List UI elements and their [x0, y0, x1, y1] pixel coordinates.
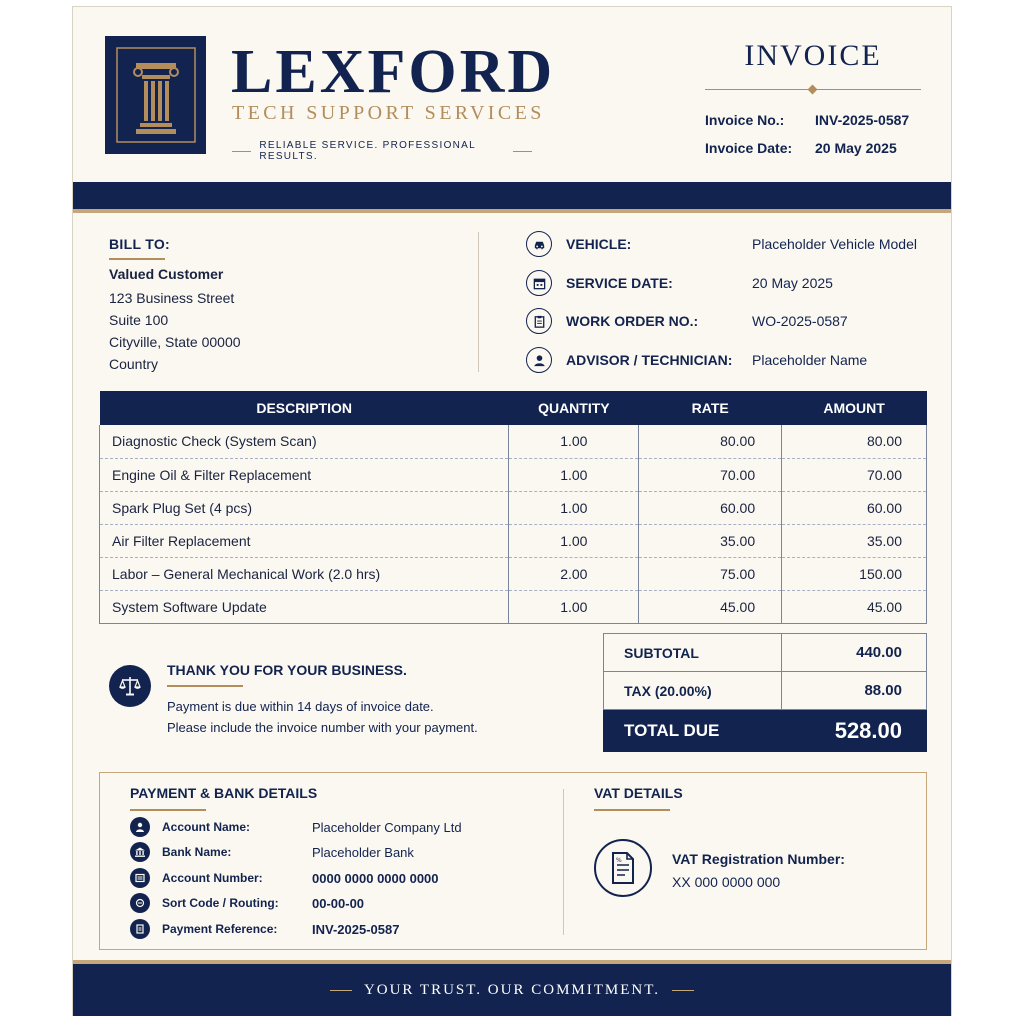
payment-divider [563, 789, 564, 935]
work-order-row [526, 308, 926, 334]
vehicle-label: VEHICLE: [566, 236, 632, 252]
technician-value: Placeholder Name [752, 352, 868, 368]
payment-panel [99, 772, 927, 950]
account-name-row [130, 817, 550, 837]
account-number-row [130, 868, 550, 888]
footer-rule-right [672, 990, 694, 991]
tax-value: 88.00 [782, 672, 927, 710]
address-line: Cityville, State 00000 [109, 334, 241, 350]
payment-underline [130, 809, 206, 811]
vat-title: VAT DETAILS [594, 785, 683, 801]
item-description: Engine Oil & Filter Replacement [100, 458, 509, 491]
section-divider [478, 232, 479, 372]
bill-to-label: BILL TO: [109, 236, 170, 252]
table-row [100, 425, 927, 458]
vehicle-row [526, 231, 926, 257]
table-row [100, 491, 927, 524]
payment-reference-value: INV-2025-0587 [312, 921, 400, 937]
table-row [100, 557, 927, 590]
item-description: Air Filter Replacement [100, 524, 509, 557]
item-amount: 35.00 [782, 524, 927, 557]
table-row [100, 590, 927, 623]
header-band [73, 182, 951, 209]
routing-icon [130, 893, 150, 913]
account-name-value: Placeholder Company Ltd [312, 819, 462, 835]
column-header-amount: AMOUNT [782, 391, 927, 425]
customer-name: Valued Customer [109, 266, 224, 282]
address-line: Suite 100 [109, 312, 169, 328]
vehicle-value: Placeholder Vehicle Model [752, 236, 917, 252]
work-order-label: WORK ORDER NO.: [566, 313, 699, 329]
item-rate: 75.00 [639, 557, 782, 590]
tagline-rule-right [513, 151, 532, 152]
item-rate: 45.00 [639, 590, 782, 623]
invoice-number-label: Invoice No.: [705, 112, 785, 128]
brand-tagline-row [232, 140, 532, 162]
total-due-value: 528.00 [782, 710, 927, 752]
brand-tagline: RELIABLE SERVICE. PROFESSIONAL RESULTS. [259, 140, 476, 162]
account-name-label: Account Name: [162, 820, 251, 834]
invoice-page [72, 6, 952, 1016]
payment-title: PAYMENT & BANK DETAILS [130, 785, 318, 801]
footer-band [73, 964, 951, 1016]
vat-registration-label: VAT Registration Number: [672, 851, 845, 867]
sort-code-label: Sort Code / Routing: [162, 896, 279, 910]
work-order-value: WO-2025-0587 [752, 313, 848, 329]
totals-table [603, 633, 927, 752]
item-rate: 35.00 [639, 524, 782, 557]
column-header-quantity: QUANTITY [509, 391, 639, 425]
bank-icon [130, 842, 150, 862]
item-quantity: 1.00 [509, 425, 639, 458]
payment-reference-label: Payment Reference: [162, 922, 278, 936]
sort-code-row [130, 893, 550, 913]
footer-rule-left [330, 990, 352, 991]
payment-instruction-line: Please include the invoice number with your payment. [167, 720, 478, 735]
sort-code-value: 00-00-00 [312, 895, 365, 911]
technician-label: ADVISOR / TECHNICIAN: [566, 352, 733, 368]
item-description: Diagnostic Check (System Scan) [100, 425, 509, 458]
subtotal-value: 440.00 [782, 634, 927, 672]
item-amount: 60.00 [782, 491, 927, 524]
item-description: Labor – General Mechanical Work (2.0 hrs) [100, 557, 509, 590]
table-header-row [100, 391, 927, 425]
item-amount: 80.00 [782, 425, 927, 458]
item-amount: 150.00 [782, 557, 927, 590]
person-icon [526, 347, 552, 373]
payment-reference-row [130, 919, 550, 939]
item-rate: 60.00 [639, 491, 782, 524]
tax-label: TAX (20.00%) [604, 672, 782, 710]
bill-to-underline [109, 258, 165, 260]
clipboard-icon [526, 308, 552, 334]
vat-underline [594, 809, 670, 811]
car-icon [526, 231, 552, 257]
item-description: Spark Plug Set (4 pcs) [100, 491, 509, 524]
subtotal-row [604, 634, 927, 672]
document-title: INVOICE [744, 39, 882, 72]
thank-you-underline [167, 685, 243, 687]
item-amount: 45.00 [782, 590, 927, 623]
calendar-icon [526, 270, 552, 296]
item-quantity: 1.00 [509, 590, 639, 623]
thank-you-title: THANK YOU FOR YOUR BUSINESS. [167, 662, 407, 678]
technician-row [526, 347, 926, 373]
vat-registration-value: XX 000 0000 000 [672, 874, 781, 890]
total-due-label: TOTAL DUE [604, 710, 782, 752]
tax-row [604, 672, 927, 710]
card-icon [130, 868, 150, 888]
invoice-number: INV-2025-0587 [815, 112, 910, 128]
service-date-label: SERVICE DATE: [566, 275, 673, 291]
brand-logo [105, 36, 206, 154]
svg-text:%: % [616, 857, 622, 864]
column-header-description: DESCRIPTION [100, 391, 509, 425]
invoice-number-row [705, 112, 909, 128]
bank-name-value: Placeholder Bank [312, 844, 414, 860]
person-icon [130, 817, 150, 837]
pillar-icon [114, 45, 198, 145]
invoice-date-row [705, 140, 897, 156]
bank-name-row [130, 842, 550, 862]
item-amount: 70.00 [782, 458, 927, 491]
service-date-row [526, 270, 926, 296]
line-items-table [99, 391, 927, 624]
item-rate: 80.00 [639, 425, 782, 458]
address-line: 123 Business Street [109, 290, 235, 306]
bank-name-label: Bank Name: [162, 845, 232, 859]
column-header-rate: RATE [639, 391, 782, 425]
table-row [100, 524, 927, 557]
invoice-date-label: Invoice Date: [705, 140, 793, 156]
payment-terms-line: Payment is due within 14 days of invoice date. [167, 699, 434, 714]
table-row [100, 458, 927, 491]
service-date-value: 20 May 2025 [752, 275, 833, 291]
header-band-accent [73, 209, 951, 213]
brand-name: LEXFORD [231, 38, 556, 106]
item-rate: 70.00 [639, 458, 782, 491]
footer-slogan: YOUR TRUST. OUR COMMITMENT. [363, 981, 661, 998]
address-line: Country [109, 356, 159, 372]
item-quantity: 1.00 [509, 491, 639, 524]
item-quantity: 1.00 [509, 458, 639, 491]
bill-to-section [109, 236, 409, 375]
item-quantity: 2.00 [509, 557, 639, 590]
subtotal-label: SUBTOTAL [604, 634, 782, 672]
vat-document-icon [594, 839, 652, 897]
scales-icon [109, 665, 151, 707]
item-quantity: 1.00 [509, 524, 639, 557]
item-description: System Software Update [100, 590, 509, 623]
total-due-row [604, 710, 927, 752]
brand-subtitle: TECH SUPPORT SERVICES [232, 102, 545, 124]
reference-icon [130, 919, 150, 939]
invoice-date: 20 May 2025 [815, 140, 897, 156]
title-diamond [808, 85, 818, 95]
account-number-label: Account Number: [162, 871, 263, 885]
account-number-value: 0000 0000 0000 0000 [312, 870, 439, 886]
tagline-rule-left [232, 151, 251, 152]
